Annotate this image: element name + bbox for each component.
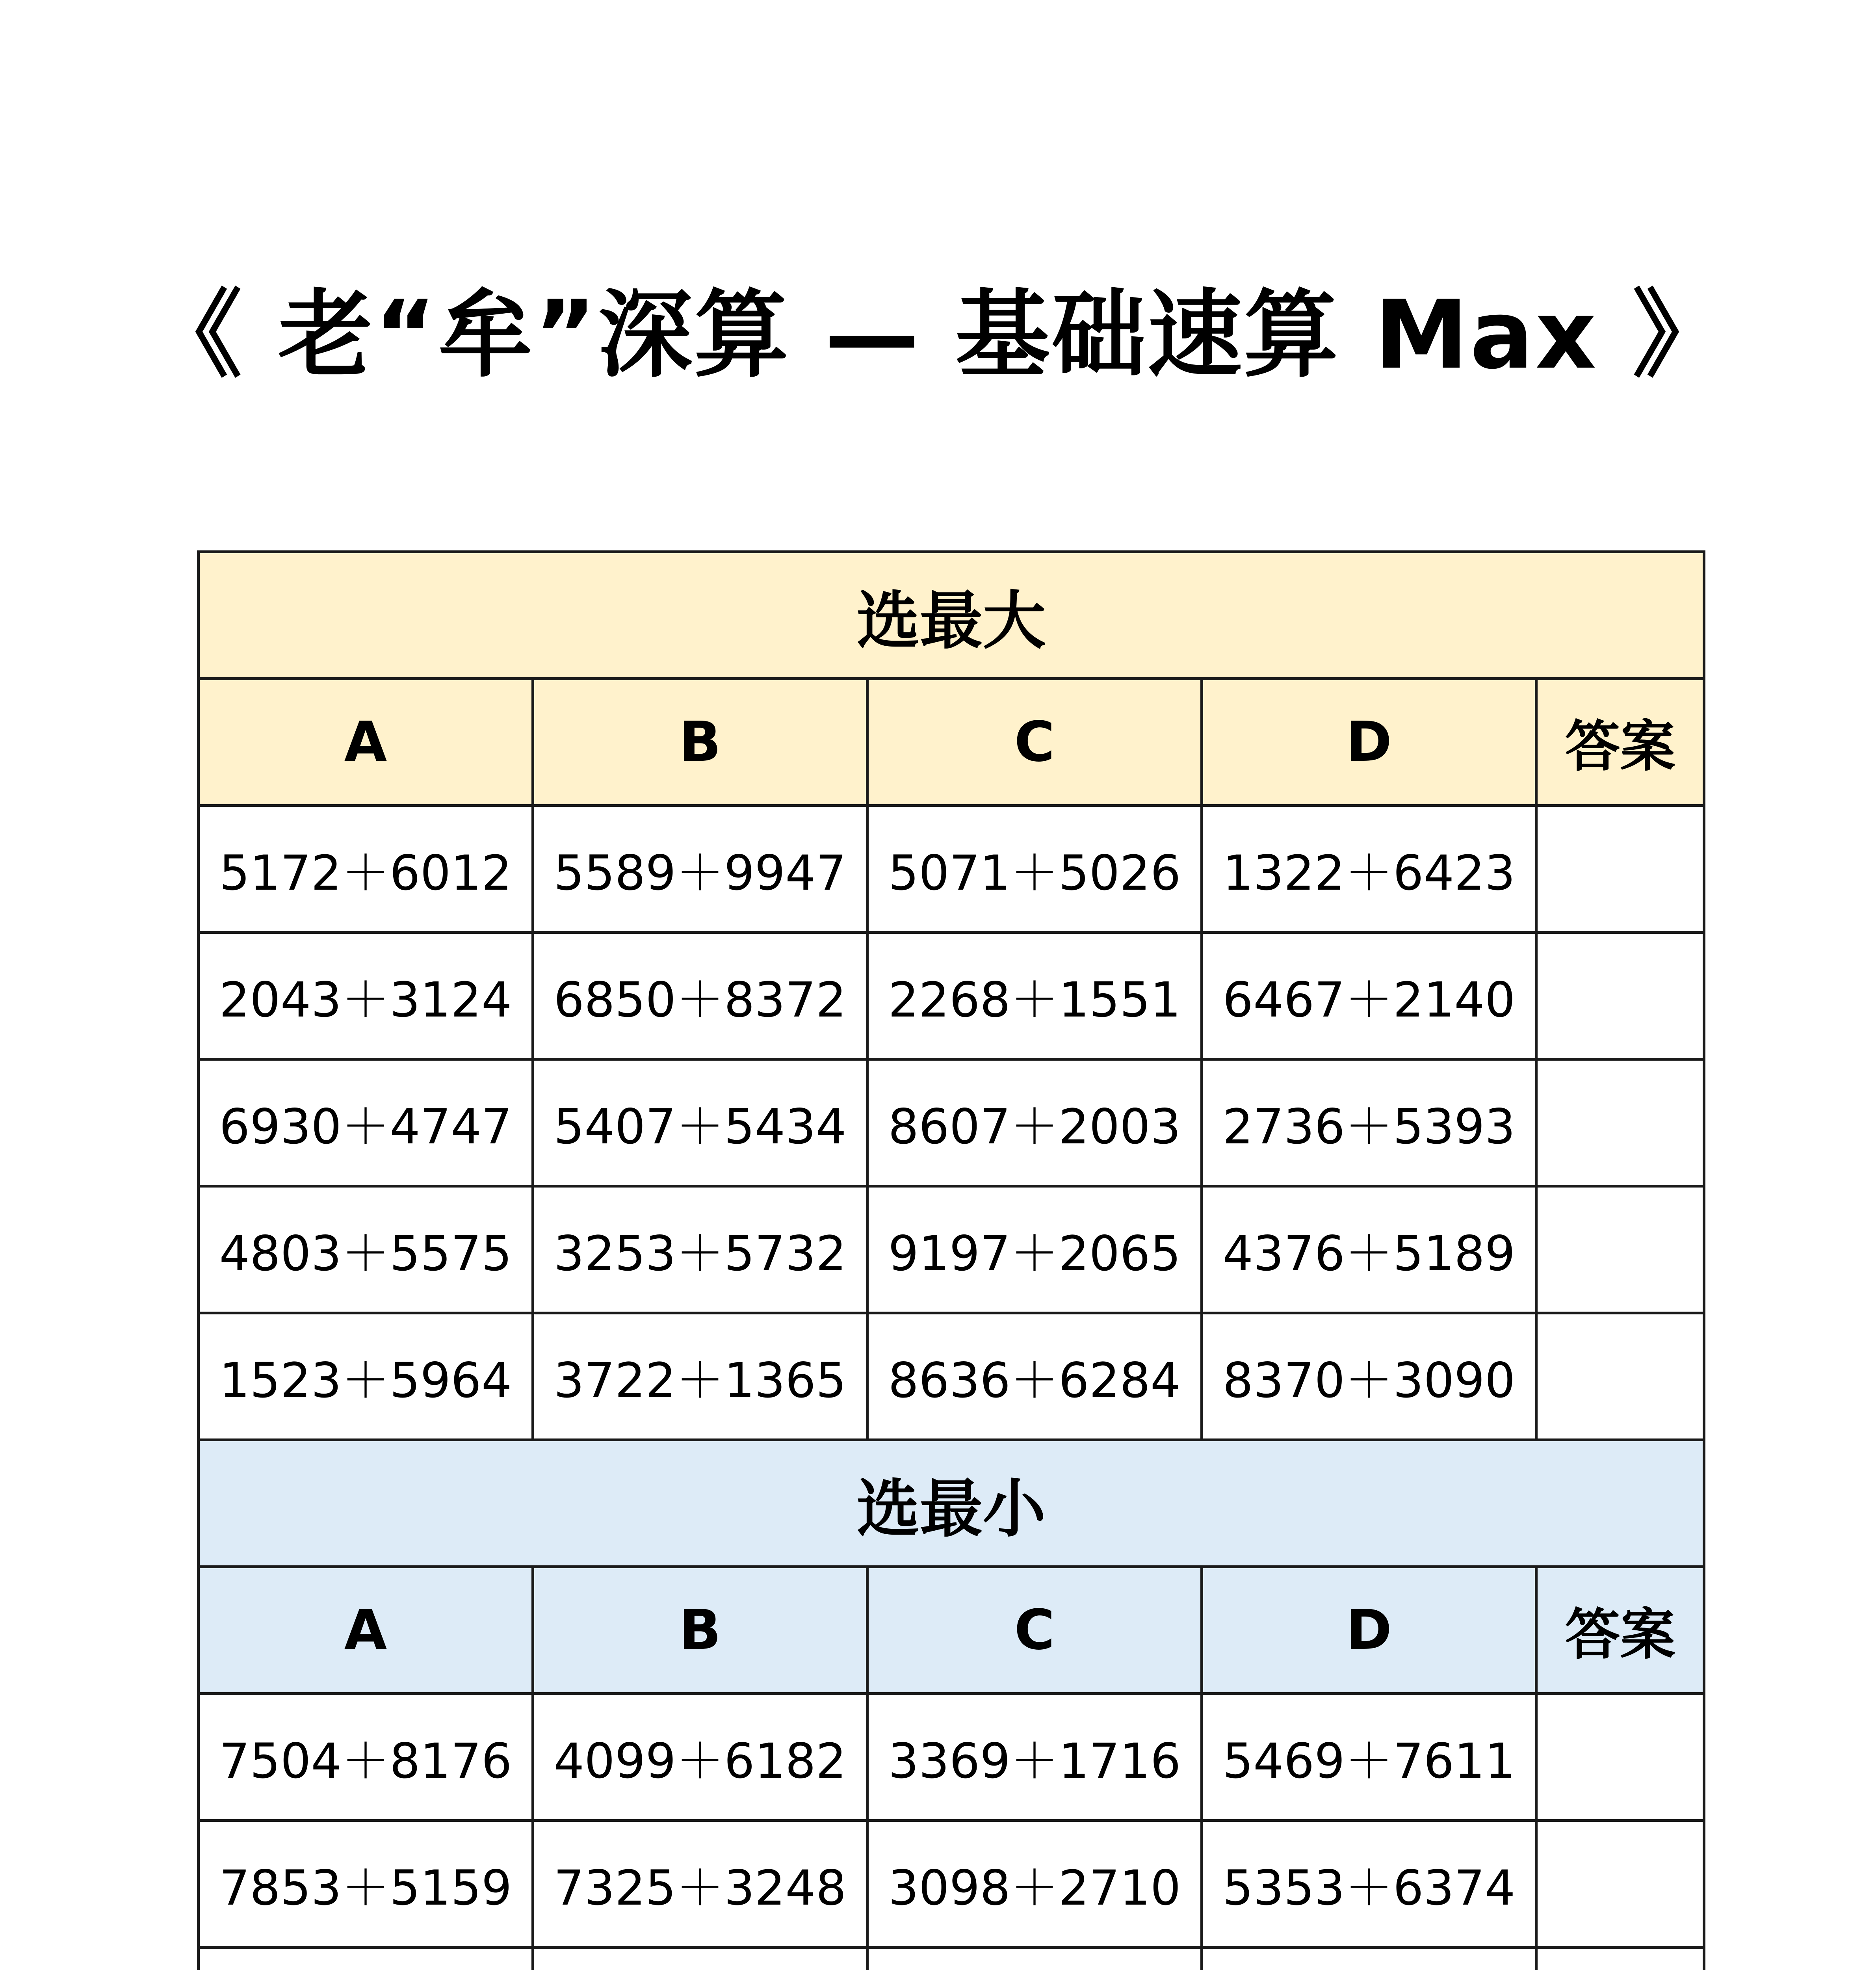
option-column-header: C [867, 679, 1202, 806]
expression-cell: 5407＋5434 [533, 1059, 867, 1186]
section-heading: 选最大 [199, 552, 1704, 679]
expression-cell: 5071＋5026 [867, 806, 1202, 933]
problem-row [199, 1694, 1704, 1821]
problem-row [199, 1821, 1704, 1948]
answer-column-header: 答案 [1536, 1567, 1704, 1694]
answer-cell[interactable] [1536, 1694, 1704, 1821]
option-column-header: B [533, 1567, 867, 1694]
section-heading-row [199, 1440, 1704, 1567]
answer-cell[interactable] [1536, 1059, 1704, 1186]
expression-cell: 4376＋5189 [1202, 1186, 1536, 1313]
problem-row [199, 806, 1704, 933]
option-column-header: D [1202, 1567, 1536, 1694]
answer-cell[interactable] [1536, 1313, 1704, 1440]
column-header-row [199, 1567, 1704, 1694]
expression-cell: 3722＋1365 [533, 1313, 867, 1440]
expression-cell: 5469＋7611 [1202, 1694, 1536, 1821]
problem-row [199, 1948, 1704, 1970]
answer-cell[interactable] [1536, 1186, 1704, 1313]
column-header-row [199, 679, 1704, 806]
expression-cell: 6850＋8372 [533, 933, 867, 1059]
option-column-header: A [199, 679, 533, 806]
expression-cell: 3369＋1716 [867, 1694, 1202, 1821]
expression-cell: 3098＋2710 [867, 1821, 1202, 1948]
problem-row [199, 1313, 1704, 1440]
answer-cell[interactable] [1536, 933, 1704, 1059]
expression-cell: 8370＋3090 [1202, 1313, 1536, 1440]
expression-cell: 4803＋5575 [199, 1186, 533, 1313]
answer-cell[interactable] [1536, 1948, 1704, 1970]
expression-cell: 9197＋2065 [867, 1186, 1202, 1313]
problem-row [199, 933, 1704, 1059]
expression-cell: 6930＋4747 [199, 1059, 533, 1186]
expression-cell: 5589＋9947 [533, 806, 867, 933]
expression-cell: 1322＋6423 [1202, 806, 1536, 933]
expression-cell [533, 1948, 867, 1970]
expression-cell: 2268＋1551 [867, 933, 1202, 1059]
expression-cell: 3253＋5732 [533, 1186, 867, 1313]
worksheet-table [197, 550, 1705, 1970]
expression-cell: 7504＋8176 [199, 1694, 533, 1821]
option-column-header: D [1202, 679, 1536, 806]
expression-cell: 5353＋6374 [1202, 1821, 1536, 1948]
problem-row [199, 1059, 1704, 1186]
answer-column-header: 答案 [1536, 679, 1704, 806]
answer-cell[interactable] [1536, 1821, 1704, 1948]
problem-row [199, 1186, 1704, 1313]
expression-cell: 8607＋2003 [867, 1059, 1202, 1186]
expression-cell: 7325＋3248 [533, 1821, 867, 1948]
expression-cell: 2736＋5393 [1202, 1059, 1536, 1186]
expression-cell: 2043＋3124 [199, 933, 533, 1059]
expression-cell: 4099＋6182 [533, 1694, 867, 1821]
page-title: 《 老“牟”深算 — 基础速算 Max 》 [147, 280, 1729, 390]
option-column-header: A [199, 1567, 533, 1694]
option-column-header: C [867, 1567, 1202, 1694]
expression-cell [867, 1948, 1202, 1970]
section-heading: 选最小 [199, 1440, 1704, 1567]
expression-cell: 1523＋5964 [199, 1313, 533, 1440]
expression-cell: 6467＋2140 [1202, 933, 1536, 1059]
section-heading-row [199, 552, 1704, 679]
answer-cell[interactable] [1536, 806, 1704, 933]
expression-cell: 8636＋6284 [867, 1313, 1202, 1440]
expression-cell: 5172＋6012 [199, 806, 533, 933]
expression-cell: 7853＋5159 [199, 1821, 533, 1948]
expression-cell [199, 1948, 533, 1970]
expression-cell [1202, 1948, 1536, 1970]
option-column-header: B [533, 679, 867, 806]
